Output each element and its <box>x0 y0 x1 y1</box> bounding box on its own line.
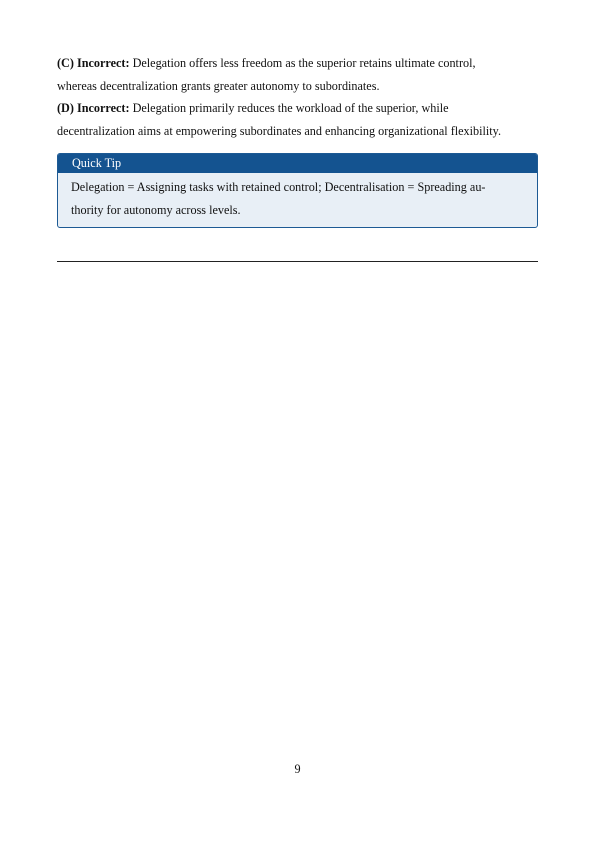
quick-tip-title: Quick Tip <box>58 154 537 173</box>
option-c-text-line1: Delegation offers less freedom as the superior retains ultimate control, <box>132 56 476 70</box>
option-c-label: (C) Incorrect: <box>57 56 130 70</box>
section-divider <box>57 261 538 262</box>
quick-tip-box <box>57 153 538 228</box>
option-c-explanation <box>57 52 538 97</box>
option-c-text-line2: whereas decentralization grants greater autonomy to subordinates. <box>57 78 380 93</box>
quick-tip-body-line2: thority for autonomy across levels. <box>71 203 241 217</box>
option-d-text-line2: decentralization aims at empowering subordinates and enhancing organizational flexibility. <box>57 123 502 138</box>
page-content <box>57 52 538 228</box>
quick-tip-body <box>58 173 537 227</box>
page-number: 9 <box>294 762 301 776</box>
option-d-label: (D) Incorrect: <box>57 101 130 115</box>
option-d-text-line1: Delegation primarily reduces the workload of the superior, while <box>132 101 449 115</box>
option-d-explanation <box>57 97 538 142</box>
quick-tip-body-line1: Delegation = Assigning tasks with retained control; Decentralisation = Spreading au- <box>71 180 486 194</box>
